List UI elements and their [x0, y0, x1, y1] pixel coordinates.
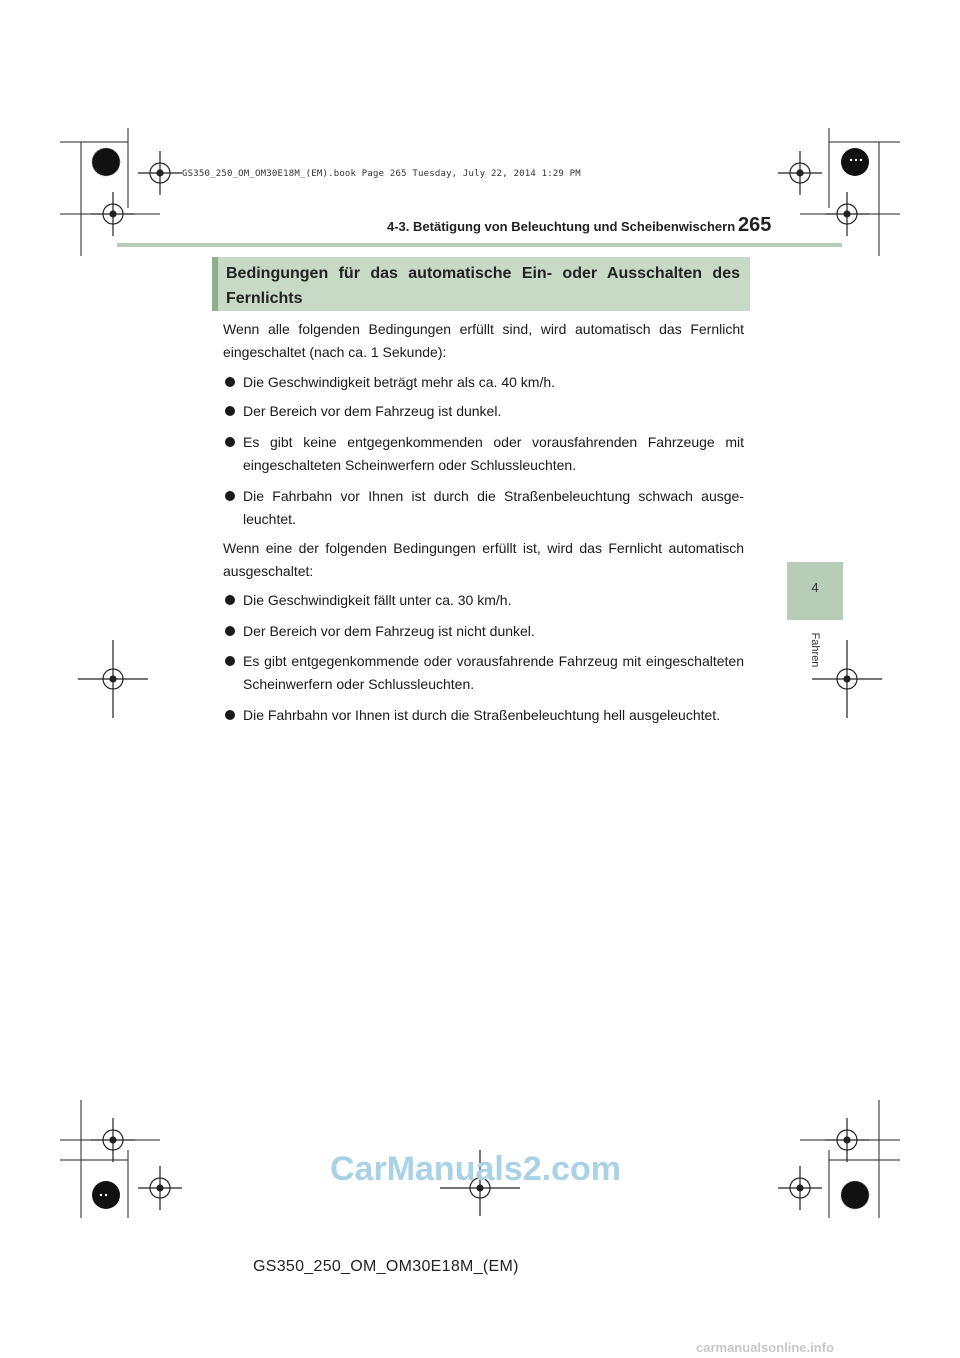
watermark-online[interactable]: carmanualsonline.info — [696, 1340, 834, 1355]
list-item: Es gibt entgegenkommende oder vorausfahrende Fahrzeug mit eingeschalteten Scheinwerfern oder Schlussleuchten. — [223, 650, 744, 696]
paragraph-on: Wenn alle folgenden Bedingungen erfüllt sind, wird automatisch das Fernlicht eingeschaltet (nach ca. 1 Sekunde): — [223, 321, 744, 360]
heading: Bedingungen für das automatische Ein- oder Ausschalten des Fernlichts — [226, 265, 740, 307]
list-item: Die Fahrbahn vor Ihnen ist durch die Straßenbeleuchtung hell ausgeleuchtet. — [223, 704, 744, 727]
bullet-dot-icon — [225, 437, 235, 447]
dot-target-icon — [841, 148, 869, 176]
registration-target-icon — [778, 151, 822, 195]
list-item: Die Fahrbahn vor Ihnen ist durch die Straßenbeleuchtung schwach ausgeleuchtet. — [223, 485, 744, 531]
heading-box — [212, 257, 750, 311]
bullet-dot-icon — [225, 710, 235, 720]
page-number: 265 — [738, 214, 772, 236]
dot-target-icon — [92, 1181, 120, 1209]
star-target-icon — [841, 1181, 869, 1209]
registration-target-icon — [138, 151, 182, 195]
bullet-dot-icon — [225, 595, 235, 605]
bullet-dot-icon — [225, 626, 235, 636]
registration-target-icon — [138, 1166, 182, 1210]
registration-target-icon — [825, 192, 869, 236]
list-item: Die Geschwindigkeit beträgt mehr als ca. 40 km/h. — [223, 371, 744, 394]
registration-target-icon — [812, 640, 882, 718]
watermark-carmanuals[interactable]: CarManuals2.com — [330, 1150, 621, 1188]
list-item: Der Bereich vor dem Fahrzeug ist dunkel. — [223, 400, 744, 423]
bullet-dot-icon — [225, 656, 235, 666]
list-item: Der Bereich vor dem Fahrzeug ist nicht dunkel. — [223, 620, 744, 643]
footer-code: GS350_250_OM_OM30E18M_(EM) — [253, 1258, 519, 1275]
list-item: Die Geschwindigkeit fällt unter ca. 30 km/h. — [223, 589, 744, 612]
bullet-dot-icon — [225, 491, 235, 501]
paragraph-off: Wenn eine der folgenden Bedingungen erfüllt ist, wird das Fernlicht automatisch ausgeschaltet: — [223, 540, 744, 579]
registration-target-icon — [78, 640, 148, 718]
chapter-tab-number: 4 — [811, 580, 819, 595]
star-target-icon — [92, 148, 120, 176]
registration-target-icon — [825, 1118, 869, 1162]
section-header: 4-3. Betätigung von Beleuchtung und Scheibenwischern — [387, 219, 736, 234]
bullet-dot-icon — [225, 377, 235, 387]
print-slug: GS350_250_OM_OM30E18M_(EM).book Page 265 Tuesday, July 22, 2014 1:29 PM — [182, 169, 581, 179]
registration-target-icon — [778, 1166, 822, 1210]
bullet-dot-icon — [225, 406, 235, 416]
header-rule — [117, 243, 842, 247]
chapter-tab-label: Fahren — [809, 632, 821, 668]
list-item: Es gibt keine entgegenkommenden oder vorausfahrenden Fahrzeuge mit eingeschalteten Scheinwerfern oder Schlussleuchten. — [223, 431, 744, 477]
